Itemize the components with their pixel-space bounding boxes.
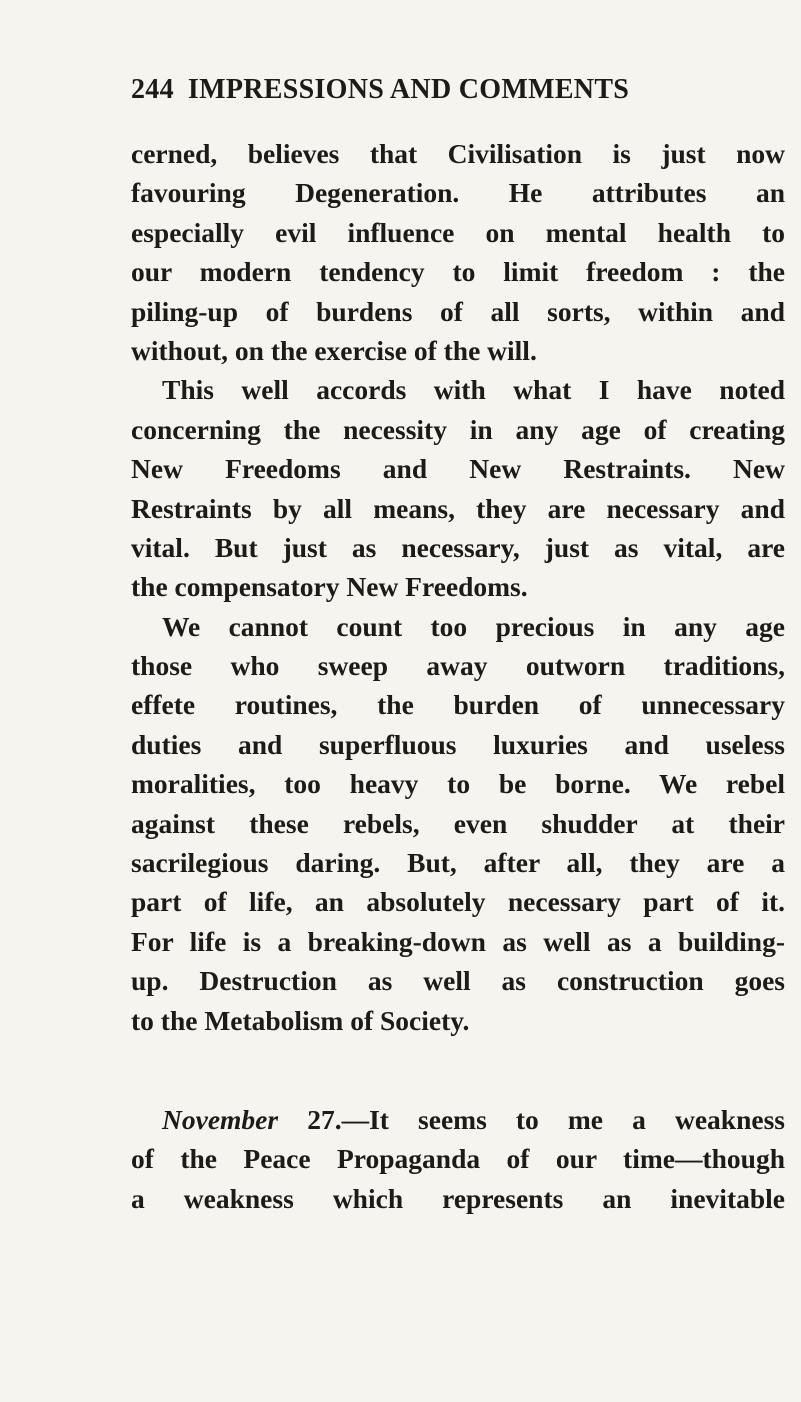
section-gap bbox=[131, 1040, 785, 1100]
entry-date: November bbox=[162, 1103, 279, 1135]
text-line: favouring Degeneration. He attributes an bbox=[131, 177, 785, 209]
text-line: our modern tendency to limit freedom : the bbox=[131, 256, 785, 288]
text-line: effete routines, the burden of unnecessary bbox=[131, 689, 785, 721]
text-line: piling-up of burdens of all sorts, within and bbox=[131, 295, 785, 327]
text-line: without, on the exercise of the will. bbox=[131, 334, 537, 366]
text-line: of the Peace Propaganda of our time—though bbox=[131, 1143, 785, 1175]
text-line: up. Destruction as well as construction goes bbox=[131, 965, 785, 997]
text-line: concerning the necessity in any age of creating bbox=[131, 413, 785, 445]
running-head bbox=[131, 72, 711, 108]
body-text bbox=[131, 134, 785, 1218]
text-line: Restraints by all means, they are necessary and bbox=[131, 492, 785, 524]
entry-first-line bbox=[131, 1100, 785, 1139]
text-line: part of life, an absolutely necessary part of it. bbox=[131, 886, 785, 918]
text-line: New Freedoms and New Restraints. New bbox=[131, 453, 785, 485]
text-line: cerned, believes that Civilisation is just now bbox=[131, 138, 785, 169]
text-line: For life is a breaking-down as well as a building- bbox=[131, 925, 785, 957]
entry-day: 27. bbox=[307, 1103, 342, 1135]
entry-text: —It seems to me a weakness bbox=[341, 1103, 786, 1135]
text-line: against these rebels, even shudder at their bbox=[131, 807, 785, 839]
text-line: the compensatory New Freedoms. bbox=[131, 571, 528, 603]
text-line: to the Metabolism of Society. bbox=[131, 1004, 470, 1036]
text-line: a weakness which represents an inevitable bbox=[131, 1182, 785, 1214]
page-number: 244 bbox=[131, 74, 174, 105]
text-line: especially evil influence on mental health to bbox=[131, 216, 785, 248]
text-line: We cannot count too precious in any age bbox=[162, 610, 785, 642]
text-line: This well accords with what I have noted bbox=[162, 374, 785, 406]
text-line: vital. But just as necessary, just as vital, are bbox=[131, 531, 785, 563]
text-line: duties and superfluous luxuries and useless bbox=[131, 728, 785, 760]
text-line: moralities, too heavy to be borne. We rebel bbox=[131, 768, 785, 800]
text-line: sacrilegious daring. But, after all, they are a bbox=[131, 847, 785, 879]
text-line: those who sweep away outworn traditions, bbox=[131, 650, 785, 682]
running-title: IMPRESSIONS AND COMMENTS bbox=[187, 74, 630, 105]
